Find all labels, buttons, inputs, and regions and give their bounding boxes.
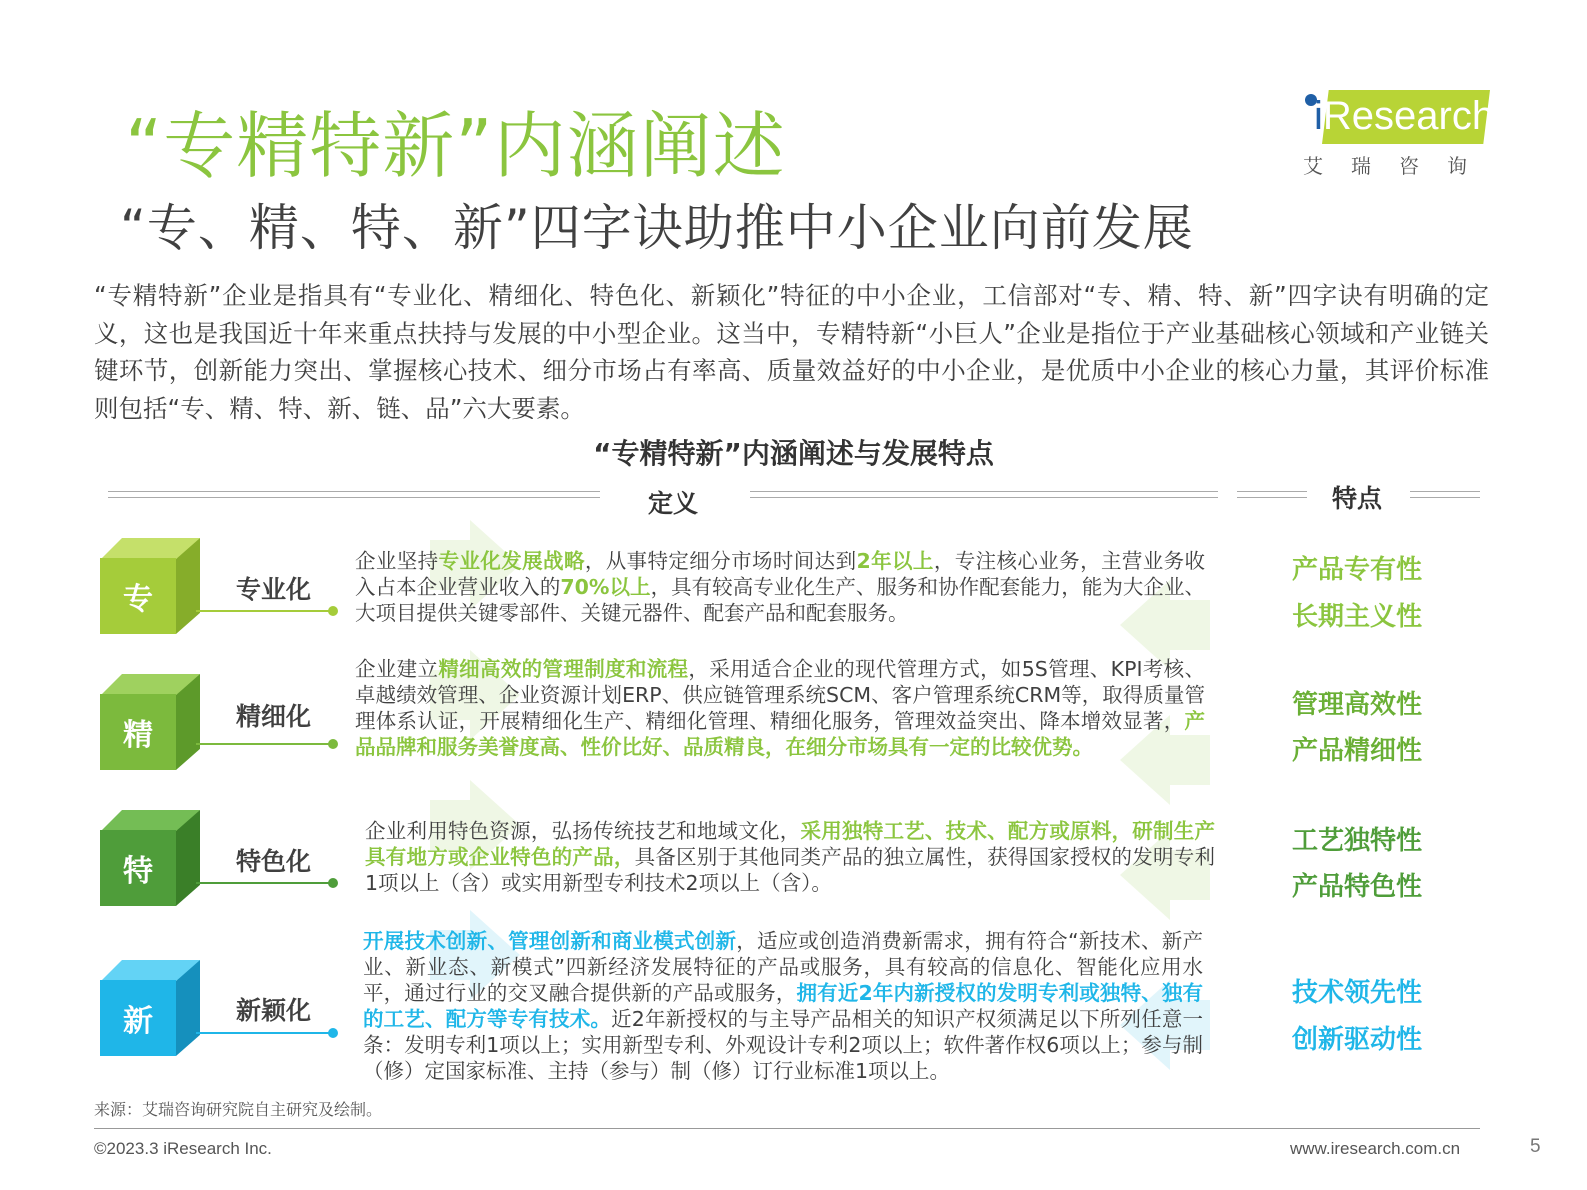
highlight-text: 采用独特工艺、技术、配方或原料，研制生产具有地方或企业特色的产品， <box>365 819 1216 869</box>
highlight-text: 产品品牌和服务美誉度高、性价比好、品质精良，在细分市场具有一定的比较优势。 <box>355 709 1205 759</box>
connector-line <box>196 1032 332 1034</box>
feature-label: 产品专有性 <box>1292 555 1423 585</box>
copyright: ©2023.3 iResearch Inc. <box>94 1139 272 1158</box>
column-header-definition: 定义 <box>648 489 699 518</box>
source-note: 来源：艾瑞咨询研究院自主研究及绘制。 <box>94 1100 383 1119</box>
term-label: 精细化 <box>236 702 312 731</box>
definition-segment: 企业建立 <box>355 657 439 681</box>
feature-label: 工艺独特性 <box>1292 826 1423 856</box>
header-divider-right-b <box>1410 491 1480 498</box>
highlight-text: 专业化发展战略 <box>438 549 585 573</box>
feature-label: 技术领先性 <box>1292 978 1423 1008</box>
feature-label: 产品特色性 <box>1292 872 1423 902</box>
cube-4 <box>100 960 200 1056</box>
definition-text <box>355 656 1205 760</box>
header-divider-middle <box>750 491 1218 498</box>
cube-1 <box>100 538 200 634</box>
connector-dot-icon <box>328 878 338 888</box>
cube-label: 新 <box>100 980 176 1056</box>
highlight-text: 2年以上 <box>856 549 934 573</box>
highlight-text: 70%以上 <box>560 575 651 599</box>
definition-segment: 企业利用特色资源，弘扬传统技艺和地域文化， <box>365 819 801 843</box>
definition-text <box>363 928 1203 1084</box>
feature-label: 管理高效性 <box>1292 690 1423 720</box>
term-label: 特色化 <box>236 847 312 876</box>
logo-brand: iResearch <box>1314 94 1495 138</box>
definition-segment: ，具有较高专业化生产、服务和协作配套能力，能为大企业、大项目提供关键零部件、关键元器件、配套产品和配套服务。 <box>355 575 1206 625</box>
definition-text <box>355 548 1205 626</box>
iresearch-logo <box>1300 84 1520 184</box>
definition-segment: ，专注核心业务，主营业务收入占本企业营业收入的 <box>355 549 1206 599</box>
definition-segment: 具备区别于其他同类产品的独立属性，获得国家授权的发明专利1项以上（含）或实用新型专利技术2项以上（含）。 <box>365 845 1216 895</box>
header-divider-left <box>108 491 600 498</box>
definition-segment: 近2年新授权的与主导产品相关的知识产权须满足以下所列任意一条：发明专利1项以上；实用新型专利、外观设计专利2项以上；软件著作权6项以上；参与制（修）定国家标准、主持（参与）制（修）订行业标准1项以上。 <box>363 1007 1204 1083</box>
cube-3 <box>100 810 200 906</box>
header-divider-right-a <box>1237 491 1307 498</box>
definition-text <box>365 818 1215 896</box>
definition-segment: ，适应或创造消费新需求，拥有符合“新技术、新产业、新业态、新模式”四新经济发展特征的产品或服务，具有较高的信息化、智能化应用水平，通过行业的交叉融合提供新的产品或服务， <box>363 929 1203 1005</box>
connector-line <box>196 882 332 884</box>
logo-subtitle: 艾瑞咨询 <box>1303 154 1495 178</box>
connector-dot-icon <box>328 1028 338 1038</box>
highlight-text: 拥有近2年内新授权的发明专利或独特、独有的工艺、配方等专有技术。 <box>363 981 1204 1031</box>
footer-divider <box>94 1128 1480 1129</box>
cube-2 <box>100 674 200 770</box>
feature-label: 创新驱动性 <box>1292 1025 1423 1055</box>
website-link[interactable]: www.iresearch.com.cn <box>1290 1139 1461 1158</box>
cube-label: 专 <box>100 558 176 634</box>
highlight-text: 精细高效的管理制度和流程 <box>438 657 689 681</box>
definition-segment: ，采用适合企业的现代管理方式，如5S管理、KPI考核、卓越绩效管理、企业资源计划ERP、供应链管理系统SCM、客户管理系统CRM等，取得质量管理体系认证，开展精细化生产、精细化管理、精细化服务，管理效益突出、降本增效显著， <box>355 657 1206 733</box>
connector-dot-icon <box>328 606 338 616</box>
page-title: “专精特新”内涵阐述 <box>125 104 786 188</box>
connector-line <box>196 610 332 612</box>
column-header-features: 特点 <box>1332 484 1383 513</box>
page-subtitle: “专、精、特、新”四字诀助推中小企业向前发展 <box>120 199 1194 257</box>
chart-title: “专精特新”内涵阐述与发展特点 <box>593 437 994 470</box>
term-label: 专业化 <box>236 575 312 604</box>
highlight-text: 开展技术创新、管理创新和商业模式创新 <box>363 929 737 953</box>
connector-dot-icon <box>328 739 338 749</box>
cube-label: 特 <box>100 830 176 906</box>
intro-paragraph: “专精特新”企业是指具有“专业化、精细化、特色化、新颖化”特征的中小企业，工信部对“专、精、特、新”四字诀有明确的定义，这也是我国近十年来重点扶持与发展的中小型企业。这当中，专精特新“小巨人”企业是指位于产业基础核心领域和产业链关键环节，创新能力突出、掌握核心技术、细分市场占有率高、质量效益好的中小企业，是优质中小企业的核心力量，其评价标准则包括“专、精、特、新、链、品”六大要素。 <box>94 281 1489 423</box>
connector-line <box>196 743 332 745</box>
feature-label: 产品精细性 <box>1292 736 1423 766</box>
cube-label: 精 <box>100 694 176 770</box>
feature-label: 长期主义性 <box>1292 602 1423 632</box>
definition-segment: ，从事特定细分市场时间达到 <box>584 549 857 573</box>
definition-segment: 企业坚持 <box>355 549 439 573</box>
term-label: 新颖化 <box>236 996 312 1025</box>
page-number: 5 <box>1530 1136 1541 1157</box>
